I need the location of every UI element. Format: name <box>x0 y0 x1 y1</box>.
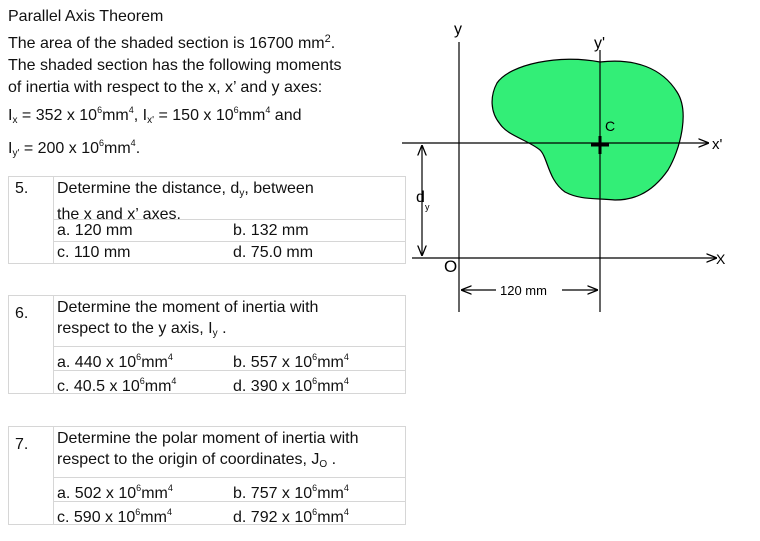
option-a[interactable]: a. 120 mm <box>57 222 133 239</box>
ixp-symbol: , I <box>133 107 148 124</box>
option-c[interactable]: c. 110 mm <box>57 244 131 261</box>
option-d-value: d. 792 x 10 <box>233 509 313 526</box>
exp6: 6 <box>312 376 318 386</box>
iyp-exp4: 4 <box>130 138 136 148</box>
ix-exp6: 6 <box>97 105 103 115</box>
dy-label-subscript: y <box>425 202 430 212</box>
origin-label: O <box>444 257 458 276</box>
unit: mm <box>140 509 167 526</box>
exp4: 4 <box>343 507 349 517</box>
stem-text-end: . <box>217 320 227 337</box>
option-b-value: b. 557 x 10 <box>233 354 313 371</box>
exp6: 6 <box>139 376 145 386</box>
shaded-section <box>492 59 683 200</box>
dy-label: d <box>416 189 425 206</box>
x-prime-label: x' <box>712 136 723 153</box>
stem-text-end: , between <box>244 180 314 197</box>
option-c-value: c. 40.5 x 10 <box>57 378 140 395</box>
area-period: . <box>330 35 336 52</box>
option-a-value: a. 440 x 10 <box>57 354 137 371</box>
ixp-subscript: x' <box>147 115 155 126</box>
iyp-exp6: 6 <box>99 138 105 148</box>
exp6: 6 <box>312 483 318 493</box>
unit: mm <box>144 378 172 395</box>
and-word: and <box>270 107 302 124</box>
exp4: 4 <box>171 376 177 386</box>
ixp-unit: mm <box>238 107 266 124</box>
dimension-label: 120 mm <box>500 283 547 298</box>
stem-text: Determine the moment of inertia with <box>57 299 319 316</box>
ix-value: = 352 x 10 <box>17 107 98 124</box>
jo-subscript: O <box>319 459 328 470</box>
stem-text: Determine the distance, d <box>57 180 240 197</box>
exp6: 6 <box>136 483 142 493</box>
ix-symbol: I <box>8 107 13 124</box>
exp4: 4 <box>166 507 172 517</box>
exp6: 6 <box>312 352 318 362</box>
ixp-exp4: 4 <box>265 105 271 115</box>
ixp-exp6: 6 <box>233 105 239 115</box>
centroid-label: C <box>605 118 616 134</box>
stem-text-2: the x and x’ axes. <box>57 206 181 223</box>
exp4: 4 <box>343 483 349 493</box>
unit: mm <box>141 485 168 502</box>
exp6: 6 <box>135 507 141 517</box>
iyp-subscript: y' <box>12 148 20 159</box>
question-number: 7. <box>15 436 29 453</box>
iy-subscript: y <box>212 328 218 339</box>
exp6: 6 <box>312 507 318 517</box>
dy-subscript: y <box>239 188 245 199</box>
ix-subscript: x <box>12 115 18 126</box>
unit: mm <box>317 378 344 395</box>
area-exponent: 2 <box>324 33 331 45</box>
option-d[interactable]: d. 75.0 mm <box>233 244 314 261</box>
option-c-value: c. 590 x 10 <box>57 509 136 526</box>
moments-statement-1: The shaded section has the following moments <box>8 57 342 74</box>
option-b[interactable]: b. 132 mm <box>233 222 309 239</box>
problem-title: Parallel Axis Theorem <box>8 8 164 25</box>
exp4: 4 <box>167 483 173 493</box>
stem-text-2: respect to the y axis, I <box>57 320 213 337</box>
iyp-symbol: I <box>8 140 13 157</box>
option-d-value: d. 390 x 10 <box>233 378 313 395</box>
ix-exp4: 4 <box>128 105 134 115</box>
stem-text: Determine the polar moment of inertia with <box>57 430 359 447</box>
question-number: 5. <box>15 180 29 197</box>
stem-text-2: respect to the origin of coordinates, J <box>57 451 320 468</box>
moments-statement-2: of inertia with respect to the x, x’ and y axes: <box>8 79 323 96</box>
area-text: The area of the shaded section is 16700 mm <box>8 35 325 52</box>
ixp-value: = 150 x 10 <box>154 107 234 124</box>
stem-text-end: . <box>327 451 337 468</box>
ix-unit: mm <box>102 107 129 124</box>
option-b-value: b. 757 x 10 <box>233 485 313 502</box>
unit: mm <box>317 354 344 371</box>
iyp-unit: mm <box>104 140 131 157</box>
question-number: 6. <box>15 305 29 322</box>
iyp-period: . <box>135 140 141 157</box>
unit: mm <box>317 509 344 526</box>
option-a-value: a. 502 x 10 <box>57 485 137 502</box>
exp4: 4 <box>167 352 173 362</box>
exp4: 4 <box>343 352 349 362</box>
iyp-value: = 200 x 10 <box>19 140 99 157</box>
x-axis-label: X <box>716 251 726 267</box>
exp4: 4 <box>343 376 349 386</box>
y-axis-label: y <box>454 21 462 38</box>
unit: mm <box>141 354 168 371</box>
exp6: 6 <box>136 352 142 362</box>
unit: mm <box>317 485 344 502</box>
y-prime-label: y' <box>594 35 606 52</box>
